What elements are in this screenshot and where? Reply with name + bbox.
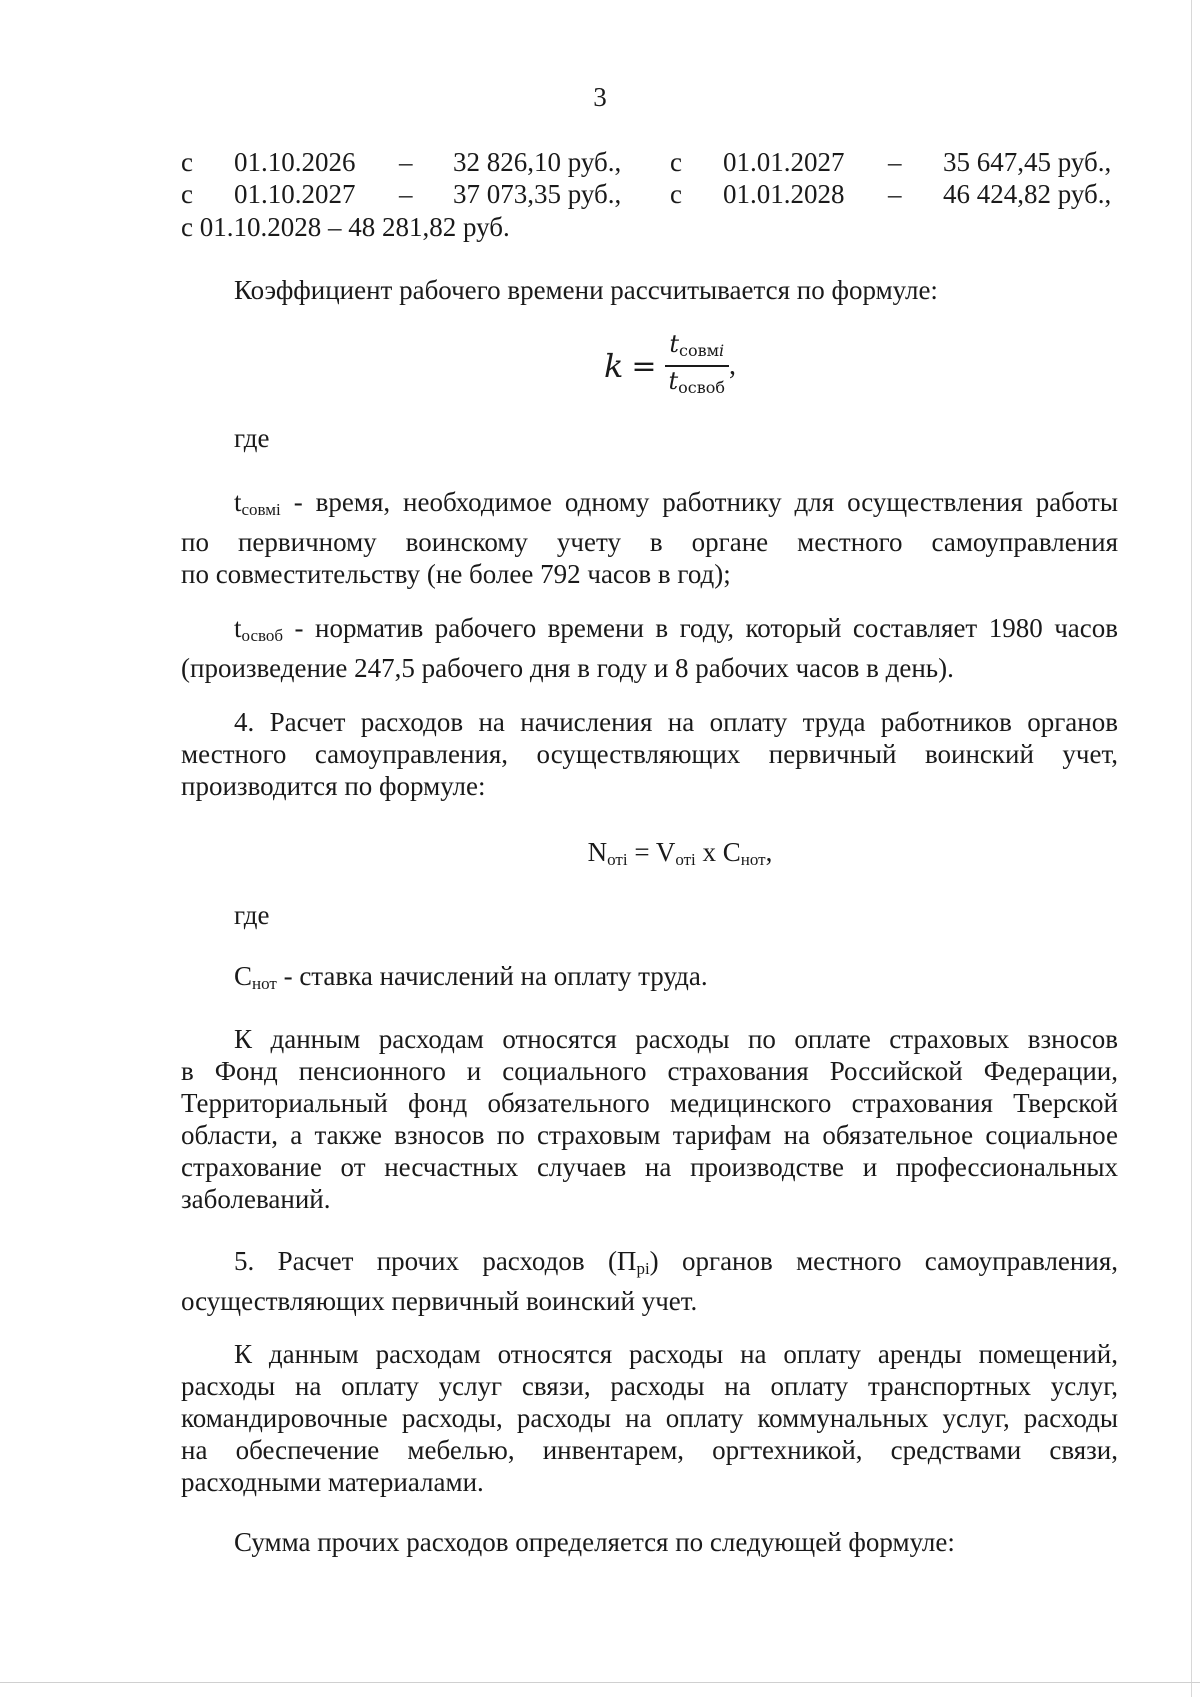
formula-n [80,836,1200,876]
tsovm-sub: совмi [241,500,281,519]
rate-dash: – [888,179,902,209]
formula-k-den-sub: освоб [678,378,726,397]
tosvob-sub: освоб [241,626,284,645]
rate-prefix: с [181,179,193,209]
cnot-sub: нот [252,974,277,993]
contrib-line5: страхование от несчастных случаев на производстве и профессиональных [181,1152,1118,1182]
rate-dash: – [888,147,902,177]
contrib-line6: заболеваний. [181,1184,331,1214]
formula-k-trail: , [729,350,737,381]
rate-date: 01.01.2027 [723,147,845,177]
formula-k-equals: = [631,348,657,384]
other-line2: расходы на оплату услуг связи, расходы на оплату транспортных услуг, [181,1371,1118,1401]
rate-dash: – [399,147,413,177]
formula-k-num-sub: совм [679,341,720,360]
section5-line1-b: ) органов местного самоуправления, [649,1246,1118,1276]
rate-date: 01.01.2028 [723,179,845,209]
formula-n-c-sub: нот [740,850,766,869]
rates-row-1 [181,146,1118,178]
section-5 [181,1245,1118,1317]
rate-prefix: с [181,147,193,177]
page-number: 3 [593,82,607,112]
other-line1: К данным расходам относятся расходы на оплату аренды помещений, [234,1339,1118,1369]
formula-n-x: x [695,837,723,867]
rate-value: 35 647,45 руб., [943,147,1112,177]
formula-n-trail: , [765,837,773,867]
rate-value: 46 424,82 руб., [943,179,1112,209]
cnot-var: C [234,961,253,991]
rate-prefix: с [670,179,682,209]
formula-k-lhs: k [603,347,624,385]
tsovm-definition [181,486,1118,590]
where-label-2: где [234,900,270,930]
formula-k-den-var: t [668,367,679,395]
tosvob-line1: - норматив рабочего времени в году, который составляет 1980 часов [283,613,1118,643]
section4-line3: производится по формуле: [181,771,486,801]
scan-edge-right [1191,0,1192,1697]
contrib-line2: в Фонд пенсионного и социального страхования Российской Федерации, [181,1056,1118,1086]
other-line4: на обеспечение мебелью, инвентарем, оргтехникой, средствами связи, [181,1435,1118,1465]
rate-prefix: с [670,147,682,177]
formula-k-fraction [665,330,730,402]
formula-n-n: N [587,837,608,867]
tosvob-var: t [234,613,242,643]
tosvob-line2: (произведение 247,5 рабочего дня в году и 8 рабочих часов в день). [181,653,954,683]
formula-k-num-var: t [669,330,679,358]
sum-intro: Сумма прочих расходов определяется по следующей формуле: [234,1527,955,1557]
scan-edge-bottom [0,1682,1200,1683]
tsovm-line2: по первичному воинскому учету в органе местного самоуправления [181,527,1118,557]
tosvob-definition [181,612,1118,684]
other-expenses-paragraph [181,1338,1118,1498]
rates-row-3: с 01.10.2028 – 48 281,82 руб. [181,212,510,242]
rate-dash: – [399,179,413,209]
rate-date: 01.10.2026 [234,147,356,177]
section4-line1: 4. Расчет расходов на начисления на оплату труда работников органов [234,707,1118,737]
tsovm-var: t [234,487,242,517]
formula-n-eq: = [627,837,656,867]
formula-k [0,330,1200,402]
contrib-line3: Территориальный фонд обязательного медицинского страхования Тверской [181,1088,1118,1118]
where-label: где [234,423,270,453]
cnot-text: - ставка начислений на оплату труда. [276,961,708,991]
cnot-definition [234,960,1171,1000]
coef-intro: Коэффициент рабочего времени рассчитывается по формуле: [234,275,938,305]
section-4 [181,706,1118,802]
other-line3: командировочные расходы, расходы на оплату коммунальных услуг, расходы [181,1403,1118,1433]
rate-date: 01.10.2027 [234,179,356,209]
section5-line2: осуществляющих первичный воинский учет. [181,1286,698,1316]
rate-value: 37 073,35 руб., [453,179,622,209]
rates-row-2 [181,178,1118,210]
formula-n-n-sub: отi [607,850,628,869]
section5-sub: pi [636,1259,650,1278]
section5-line1-a: 5. Расчет прочих расходов (П [234,1246,637,1276]
tsovm-line1: - время, необходимое одному работнику для осуществления работы [280,487,1118,517]
section4-line2: местного самоуправления, осуществляющих первичный воинский учет, [181,739,1118,769]
formula-n-c: C [722,837,741,867]
tsovm-line3: по совместительству (не более 792 часов в год); [181,559,731,589]
formula-n-v-sub: отi [675,850,696,869]
contrib-line1: К данным расходам относятся расходы по оплате страховых взносов [234,1024,1118,1054]
rate-value: 32 826,10 руб., [453,147,622,177]
formula-n-v: V [655,837,676,867]
formula-k-num-sub-i: i [719,341,725,360]
contributions-paragraph [181,1023,1118,1215]
contrib-line4: области, а также взносов по страховым тарифам на обязательное социальное [181,1120,1118,1150]
other-line5: расходными материалами. [181,1467,484,1497]
